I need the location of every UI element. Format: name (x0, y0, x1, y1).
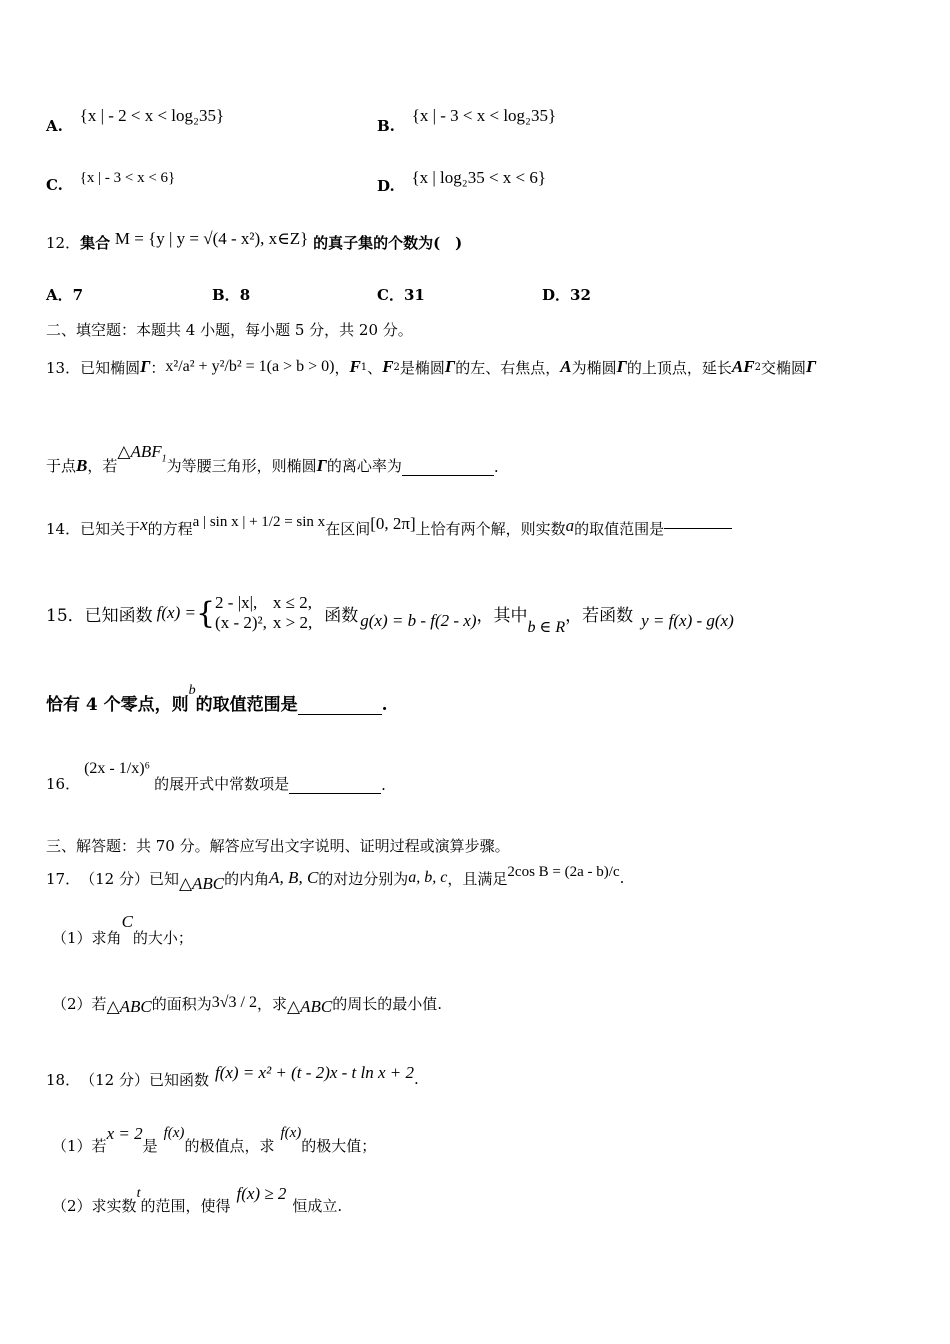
q18-part-2 (52, 1182, 342, 1216)
question-number: 17． (46, 869, 81, 888)
case-2-cond: x > 2, (272, 613, 313, 632)
option-set: {x | log₂35 < x < 6} (411, 168, 547, 187)
answer-blank[interactable] (402, 474, 494, 476)
q12-option-d (542, 284, 591, 305)
triangle-abf1: $\triangle ABF_1$ (117, 441, 167, 464)
q18-text: 的极大值； (301, 1137, 377, 1155)
function-f: f(x) (280, 1125, 302, 1141)
q15-text: 已知函数 (84, 605, 153, 626)
question-number: 13． (46, 358, 81, 377)
part-label: （2） (52, 994, 92, 1013)
q15-line-1 (46, 582, 734, 644)
q13-text: 为椭圆 (571, 358, 617, 377)
q18-text: 的极值点，求 (184, 1137, 275, 1155)
var-x: x (140, 515, 148, 534)
q16-text: 的展开式中常数项是 (154, 775, 290, 793)
q18-text: 若 (91, 1137, 107, 1155)
part-label: （2） (52, 1197, 92, 1215)
q18-text: 是 (142, 1137, 158, 1155)
q15-text: 函数 (324, 605, 359, 626)
q14-text: 的方程 (147, 519, 193, 538)
question-number: 14． (46, 519, 81, 538)
q12-pre: 集合 (80, 234, 111, 252)
var-a: a (565, 516, 575, 535)
option-label: B. (377, 117, 395, 135)
option-label: B． (212, 286, 240, 304)
gamma-symbol: Γ (140, 357, 151, 376)
q17-text: 的面积为 (151, 994, 212, 1013)
b-in-r: b ∈ R (527, 619, 566, 636)
q12-option-a (46, 284, 83, 305)
option-set: {x | - 2 < x < log₂35} (79, 106, 225, 125)
answer-blank[interactable] (289, 792, 381, 794)
q13-text: 的离心率为 (326, 457, 402, 475)
q18-text: 恒成立. (292, 1197, 343, 1215)
q12-post: 的真子集的个数为( ) (313, 234, 463, 252)
q18-stem (46, 1062, 419, 1096)
part-label: （1） (52, 1137, 92, 1155)
sides-abc: a, b, c (408, 869, 448, 886)
q13-colon: ： (150, 358, 166, 377)
q13-text: 、 (367, 358, 383, 377)
q11-option-c (46, 170, 176, 195)
q17-text: ，求 (257, 994, 288, 1013)
triangle-abc: △ABC (287, 997, 333, 1016)
q18-text: 已知函数 (148, 1070, 209, 1089)
q11-option-a (46, 106, 225, 136)
piecewise-cases (215, 593, 318, 633)
question-number: 16． (46, 775, 81, 793)
q13-text: 于点 (46, 457, 77, 475)
triangle-abc: △ABC (106, 997, 152, 1016)
case-1-expr: 2 - |x|, (215, 593, 258, 612)
section-2-heading: 二、填空题：本题共 4 小题，每小题 5 分，共 20 分。 (46, 321, 413, 339)
binomial-expr: (2x - 1/x)⁶ (84, 760, 151, 777)
f1-symbol: F (349, 357, 361, 376)
q13-text: 的上顶点，延长 (626, 358, 732, 377)
var-b: b (188, 683, 196, 698)
q17-condition: 2cos B = (2a - b)/c (507, 863, 620, 880)
gamma-symbol: Γ (616, 357, 627, 376)
q14-equation: a | sin x | + 1/2 = sin x (192, 513, 326, 530)
q14-text: 在区间 (325, 519, 371, 538)
q13-text: 的左、右焦点， (455, 358, 561, 377)
q13-text: 为等腰三角形，则椭圆 (166, 457, 317, 475)
q18-text: 的范围，使得 (140, 1197, 231, 1215)
q15-end: . (381, 695, 388, 715)
gamma-symbol: Γ (316, 456, 327, 475)
q17-text: ，且满足 (447, 869, 508, 888)
option-value: 31 (403, 286, 425, 304)
option-label: A. (46, 117, 63, 135)
q13-end: . (493, 458, 499, 476)
q13-line-1: 13． 已知椭圆 Γ ： x²/a² + y²/b² = 1(a > b > 0) ， F 1 、 F 2 是椭圆 Γ 的左、右焦点， A 为椭圆 Γ 的上顶点，延长 AF 2 交椭圆 Γ (46, 357, 817, 377)
q15-text: 恰有 4 个零点，则 (46, 695, 189, 715)
option-label: D． (542, 286, 571, 304)
option-label: D. (377, 177, 395, 195)
angle-c: C (121, 912, 133, 931)
q13-line-2 (46, 441, 499, 476)
q12-stem (46, 229, 463, 253)
q15-text: 的取值范围是 (195, 695, 298, 715)
question-number: 15． (46, 605, 85, 626)
q17-end: . (619, 869, 625, 887)
inequality: f(x) ≥ 2 (236, 1184, 287, 1203)
var-t: t (136, 1186, 141, 1201)
triangle-abc: △ABC (178, 874, 225, 893)
q13-text: 交椭圆 (760, 358, 806, 377)
q11-option-b (377, 106, 557, 136)
function-y: y = f(x) - g(x) (641, 611, 734, 630)
left-brace: { (195, 595, 216, 631)
q17-text: 已知 (148, 869, 179, 888)
function-g: g(x) = b - f(2 - x) (360, 611, 477, 630)
q12-option-c (377, 284, 425, 305)
q14-stem (46, 506, 732, 550)
q14-text: 已知关于 (80, 519, 141, 538)
section-3-heading: 三、解答题：共 70 分。解答应写出文字说明、证明过程或演算步骤。 (46, 837, 510, 855)
q13-text: 已知椭圆 (80, 358, 141, 377)
q17-text: 求角 (91, 929, 122, 947)
q15-line-2 (46, 683, 388, 715)
q17-part-2 (52, 978, 442, 1028)
option-label: C． (377, 286, 404, 304)
part-label: （1） (52, 929, 92, 947)
question-number: 18． (46, 1070, 81, 1089)
q16-end: . (381, 776, 386, 794)
q12-option-b (212, 284, 250, 305)
q17-text: 的内角 (224, 869, 270, 888)
q14-text: 的取值范围是 (574, 519, 665, 538)
q13-text: ，若 (87, 457, 118, 475)
answer-blank[interactable] (298, 713, 382, 715)
option-value: 7 (72, 286, 84, 304)
q12-set-expr: M = {y | y = √(4 - x²), x∈Z} (114, 229, 309, 248)
option-set: {x | - 3 < x < 6} (79, 170, 176, 186)
f2-symbol: F (382, 357, 394, 376)
q18-text: 求实数 (91, 1197, 137, 1215)
ellipse-equation: x²/a² + y²/b² = 1(a > b > 0) (165, 358, 335, 375)
gamma-symbol: Γ (805, 357, 817, 376)
piecewise-f: f(x) = (156, 603, 196, 622)
triangle-area: 3√3 / 2 (211, 994, 257, 1011)
gamma-symbol: Γ (444, 357, 456, 376)
q17-part-1 (52, 912, 193, 948)
option-label: C. (46, 176, 63, 194)
option-value: 32 (570, 286, 591, 304)
q14-interval: [0, 2π] (370, 514, 416, 533)
case-1-cond: x ≤ 2, (272, 593, 312, 612)
question-number: 12． (46, 234, 81, 252)
q17-text: 的对边分别为 (318, 869, 409, 888)
option-label: A． (46, 286, 73, 304)
q13-text: 是椭圆 (399, 358, 445, 377)
x-equals-2: x = 2 (106, 1124, 143, 1143)
q15-text: ，其中 (476, 605, 528, 626)
point-b: B (76, 456, 88, 475)
triangle-text: △ABF (117, 441, 162, 461)
q17-text: 的周长的最小值. (332, 994, 442, 1013)
question-score: （12 分） (80, 1070, 149, 1089)
case-2-expr: (x - 2)², (215, 613, 267, 632)
af2-symbol: AF (731, 357, 755, 376)
q18-end: . (414, 1070, 419, 1088)
option-set: {x | - 3 < x < log₂35} (411, 106, 557, 125)
q13-text: ， (334, 358, 350, 377)
answer-blank[interactable] (664, 527, 732, 529)
q11-option-d (377, 168, 547, 196)
q15-text: ，若函数 (565, 605, 634, 626)
function-f: f(x) = x² + (t - 2)x - t ln x + 2 (214, 1063, 415, 1082)
q17-stem (46, 860, 624, 896)
point-a: A (560, 357, 572, 376)
q17-text: 若 (91, 994, 107, 1013)
q14-text: 上恰有两个解，则实数 (415, 519, 566, 538)
option-value: 8 (239, 286, 251, 304)
q18-part-1 (52, 1122, 376, 1156)
function-f: f(x) (163, 1125, 185, 1141)
q17-text: 的大小； (132, 929, 193, 947)
angles-abc: A, B, C (269, 868, 319, 887)
question-score: （12 分） (80, 869, 149, 888)
q16-stem (46, 748, 386, 794)
